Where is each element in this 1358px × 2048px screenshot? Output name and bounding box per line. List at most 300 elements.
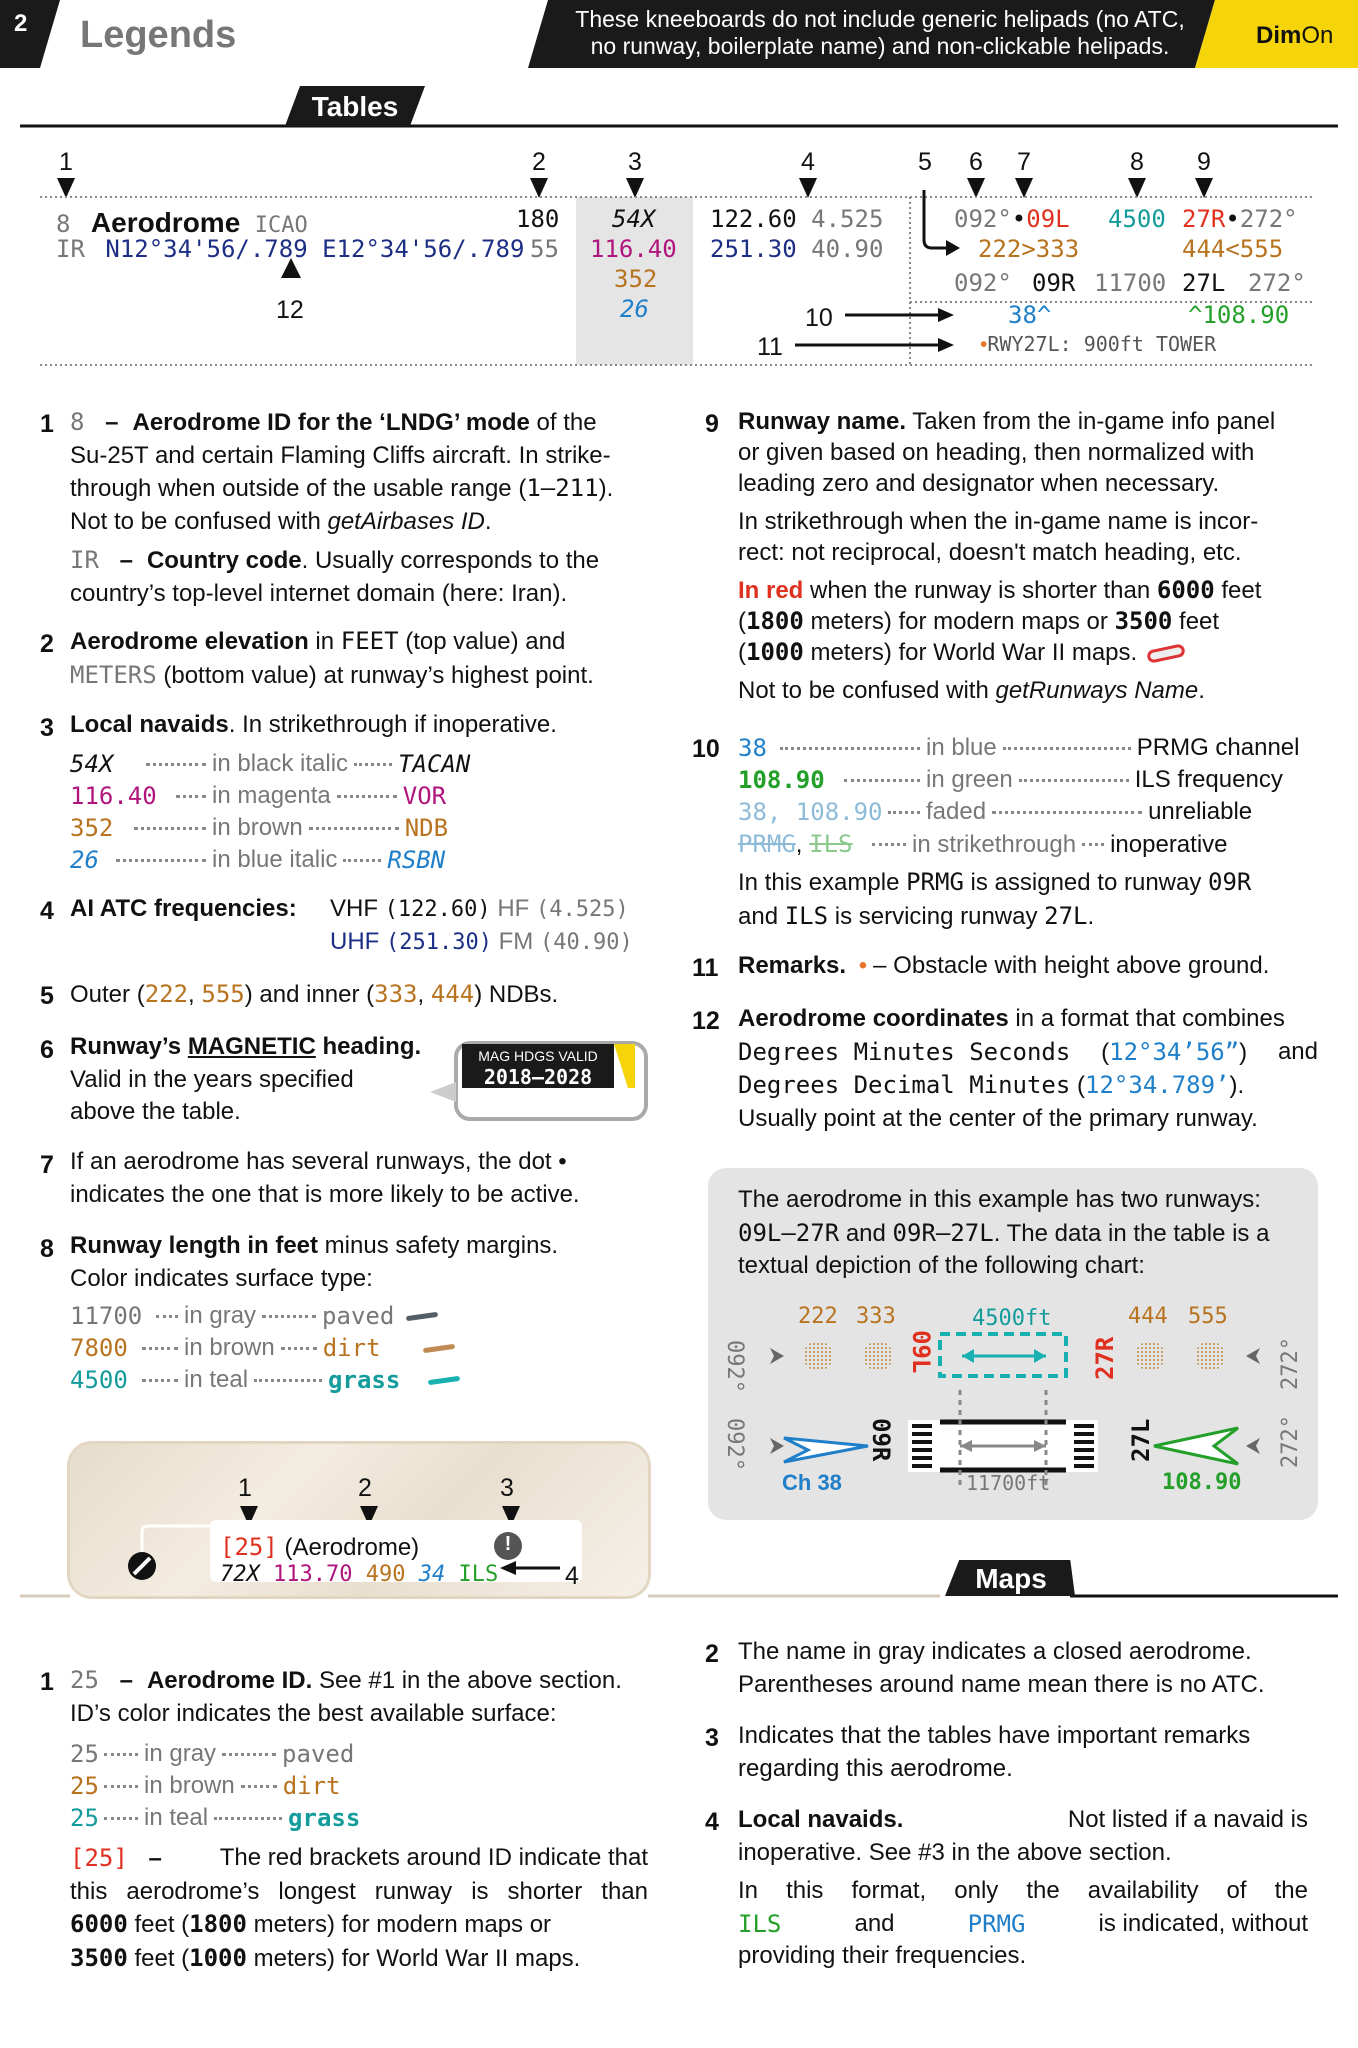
mag-hdgs-years: 2018–2028 [483, 1065, 593, 1089]
list-item [70, 812, 500, 844]
item-number: 10 [692, 735, 720, 763]
description: in blue [926, 734, 997, 761]
text: of the [536, 409, 597, 436]
band: FM [498, 928, 534, 955]
item-heading: Runway length in feet [70, 1232, 319, 1259]
indicator-legend-list [738, 732, 1318, 861]
ndb-inner: 444 [430, 980, 475, 1008]
list-item [70, 780, 500, 812]
meaning: unreliable [1148, 798, 1253, 825]
chart-prmg-channel: Ch 38 [782, 1470, 842, 1495]
latitude: N12°34'56/.789 [105, 235, 308, 263]
navaid-rsbn: 26 [620, 295, 649, 323]
legend-item-6 [70, 1031, 450, 1129]
freq-vhf: 122.60 [710, 205, 797, 233]
item-heading: Local navaids [70, 711, 229, 738]
value: 6000 [1156, 576, 1215, 604]
text: Color indicates surface type: [70, 1264, 373, 1292]
description: in teal [184, 1366, 249, 1393]
item-number: 8 [40, 1235, 54, 1263]
chart-heading-092-a: 092° [722, 1340, 747, 1393]
notice-line-1: These kneeboards do not include generic helipads (no ATC, [575, 6, 1185, 32]
code-sample: 25 [70, 1772, 99, 1800]
surface-type: dirt [282, 1772, 341, 1800]
legend-item-11 [738, 950, 1269, 982]
item-number: 5 [40, 982, 54, 1010]
text: regarding this aerodrome. [738, 1754, 1013, 1782]
rwy2-recip-name: 27L [1182, 269, 1226, 297]
text: meters) for modern maps or [803, 608, 1115, 635]
text: See #1 in the above section. [312, 1667, 622, 1694]
description: in teal [144, 1804, 209, 1831]
code-sample: ILS [738, 1909, 782, 1938]
meaning: PRMG channel [1136, 734, 1300, 761]
rwy2-length: 11700 [1094, 269, 1167, 297]
text: indicates the one that is more likely to be active. [70, 1180, 580, 1208]
diagram-label-3: 3 [628, 148, 642, 176]
rwy2-recip-heading: 272° [1248, 269, 1306, 297]
text: ). [598, 475, 614, 502]
text: inoperative. See #3 in the above section. [738, 1838, 1172, 1866]
elevation-meters: 55 [530, 235, 559, 263]
legend-item-1 [70, 406, 650, 610]
text: and [839, 1219, 893, 1247]
maps-item-1 [70, 1664, 650, 1730]
ndb-symbol [803, 1341, 833, 1371]
description: in strikethrough [912, 830, 1077, 858]
ndb-symbol [1195, 1341, 1225, 1371]
map-label-2: 2 [358, 1474, 372, 1502]
rwy1-recip-heading: 272° [1239, 205, 1298, 233]
description: in brown [184, 1334, 275, 1361]
remark-text: RWY27L: 900ft TOWER [987, 332, 1217, 356]
diagram-label-11: 11 [757, 333, 783, 361]
format-name: Degrees Decimal Minutes [738, 1071, 1071, 1099]
map-ils: ILS [458, 1562, 499, 1587]
surface-type: paved [282, 1740, 355, 1768]
item-number: 2 [705, 1640, 719, 1668]
value: 1000 [189, 1943, 247, 1972]
eraser-icon [1146, 643, 1186, 664]
chart-ils-freq: 108.90 [1162, 1470, 1242, 1495]
map-rsbn: 34 [418, 1562, 446, 1587]
legend-item-3 [70, 709, 650, 742]
diagram-label-12: 12 [276, 296, 304, 324]
text: leading zero and designator when necessary. [738, 470, 1220, 497]
text: In strikethrough when the in-game name is incor- [738, 508, 1259, 535]
description: in brown [144, 1772, 235, 1799]
remark-dot: • [858, 952, 868, 979]
code: 27L [1044, 901, 1088, 930]
page-title: Legends [80, 14, 237, 56]
text: . [1198, 677, 1205, 704]
freq-uhf: 251.30 [710, 235, 797, 263]
text: feet ( [127, 1944, 190, 1972]
code-sample: PRMG [967, 1909, 1026, 1938]
item-number: 1 [40, 1668, 54, 1696]
list-item [738, 796, 1318, 828]
text: Taken from the in-game info panel [906, 408, 1276, 435]
text: . [1087, 902, 1095, 930]
header-notice [560, 6, 1200, 60]
item-number: 12 [692, 1007, 720, 1035]
text: Usually point at the center of the primary runway. [738, 1104, 1258, 1132]
chart-ndb-444: 444 [1128, 1304, 1168, 1329]
list-item [70, 844, 500, 876]
item-number: 2 [40, 630, 54, 658]
diagram-label-6: 6 [969, 148, 983, 176]
text: ( [738, 608, 746, 635]
meaning: ILS frequency [1134, 766, 1283, 793]
ndb-symbol [863, 1341, 893, 1371]
text: or given based on heading, then normalized with [738, 439, 1255, 466]
value: 12°34.789’ [1085, 1071, 1230, 1099]
map-ndb: 490 [365, 1562, 406, 1587]
value: (4.525) [535, 897, 629, 922]
value: 6000 [70, 1910, 128, 1938]
code-sample: 4500 [70, 1366, 128, 1394]
code: ILS [784, 901, 829, 930]
code-sample: 11700 [70, 1302, 143, 1330]
rwy1-name: 09L [1026, 205, 1070, 233]
type-name: TACAN [398, 750, 471, 778]
item-heading: Country code [146, 547, 302, 574]
rwy2-ils: ^108.90 [1188, 301, 1290, 329]
remark [980, 331, 1216, 359]
text: textual depiction of the following chart: [738, 1252, 1145, 1279]
list-item [70, 748, 500, 780]
code-sample: PRMG [738, 830, 796, 858]
text: . Usually corresponds to the [301, 547, 600, 574]
text: ) NDBs. [474, 981, 559, 1008]
item-heading: Runway’s [70, 1033, 188, 1060]
map-label-1: 1 [238, 1474, 252, 1502]
description: in black italic [212, 750, 349, 777]
code-sample: 7800 [70, 1334, 128, 1362]
notice-line-2: no runway, boilerplate name) and non-clickable helipads. [590, 33, 1170, 59]
code-sample: 25 [70, 1804, 99, 1832]
chart-ndb-333: 333 [856, 1304, 896, 1329]
map-surface-legend-list [70, 1738, 360, 1834]
diagram-label-1: 1 [59, 148, 73, 176]
navaid-vor: 116.40 [590, 235, 677, 263]
red-label: In red [738, 577, 804, 604]
brand-dim: Dim [1256, 22, 1302, 49]
map-tacan: 72X [220, 1562, 260, 1587]
text: If an aerodrome has several runways, the dot • [70, 1148, 567, 1175]
item-heading: Local navaids. [738, 1806, 904, 1833]
ndb-outer: 222 [144, 980, 189, 1008]
code-sample: 352 [70, 814, 114, 842]
surface-type: grass [328, 1366, 401, 1394]
text: is assigned to runway [963, 869, 1209, 896]
dash: – [119, 547, 133, 574]
item-heading: Remarks. [738, 952, 847, 979]
navaid-legend-list [70, 748, 500, 876]
chart-length-b: 11700ft [966, 1471, 1051, 1495]
text: meters) for World War II maps. [803, 639, 1138, 666]
text: rect: not reciprocal, doesn't match heading, etc. [738, 539, 1242, 566]
code-sample: 38, 108.90 [738, 798, 883, 826]
unit: METERS [70, 660, 157, 689]
range: 1–211 [526, 474, 599, 502]
text: , [188, 981, 202, 1008]
text: Su-25T and certain Flaming Cliffs aircraft. In strike- [70, 441, 611, 469]
text: Indicates that the tables have important remarks [738, 1722, 1251, 1749]
dash: – [119, 1667, 133, 1694]
item-number: 6 [40, 1036, 54, 1064]
value: 1800 [189, 1910, 247, 1938]
diagram-label-2: 2 [532, 148, 546, 176]
dash: – [105, 409, 119, 436]
text: feet ( [127, 1911, 190, 1938]
code-sample: 38 [738, 734, 767, 762]
list-item [738, 828, 1318, 861]
description: in brown [212, 814, 303, 841]
text: when the runway is shorter than [803, 577, 1157, 604]
maps-item-2 [738, 1636, 1338, 1701]
rwy2-heading: 092° [954, 269, 1012, 297]
text: ID’s color indicates the best available surface: [70, 1699, 557, 1727]
diagram-label-8: 8 [1130, 148, 1144, 176]
chart-rwy-27r: 27R [1091, 1336, 1119, 1380]
text: and [738, 902, 785, 930]
value: 12°34’56” [1109, 1037, 1240, 1066]
rwy2-prmg: 38^ [1008, 301, 1052, 329]
code-sample: 25 [70, 1740, 99, 1768]
text: meters) for World War II maps. [246, 1944, 581, 1972]
ndb-inner: 333 [374, 980, 418, 1008]
diagram-label-9: 9 [1197, 148, 1211, 176]
type-name: VOR [402, 782, 447, 810]
surface-type: paved [322, 1302, 395, 1330]
text: . In strikethrough if inoperative. [228, 711, 557, 738]
text: providing their frequencies. [738, 1942, 1027, 1969]
code: 09R [1208, 868, 1252, 896]
aerodrome-id: 8 [56, 210, 71, 238]
code-sample: 116.40 [70, 782, 157, 810]
maps-item-1b [70, 1842, 648, 1975]
chart-rwy-09r: 09R [867, 1418, 895, 1462]
rwy1-dot: • [1011, 205, 1027, 233]
chart-heading-092-b: 092° [722, 1418, 747, 1471]
map-label-3: 3 [500, 1474, 514, 1502]
code-sample: 108.90 [738, 766, 825, 794]
code-sample: ILS [809, 830, 853, 858]
diagram-label-5: 5 [918, 148, 932, 176]
list-item [70, 1332, 460, 1364]
dash: – [148, 1845, 162, 1872]
chart-ndb-555: 555 [1188, 1304, 1228, 1329]
code-sample: 8 [70, 408, 85, 436]
text: Valid in the years specified [70, 1065, 354, 1093]
map-vor: 113.70 [273, 1562, 353, 1587]
brand-logo [1256, 20, 1333, 52]
text: Outer ( [70, 981, 145, 1008]
surface-type: dirt [322, 1334, 381, 1362]
maps-item-4 [738, 1804, 1308, 1973]
legend-item-5 [70, 978, 558, 1011]
value: (251.30) [386, 930, 492, 955]
code-sample: [25] [70, 1844, 128, 1872]
list-item [738, 732, 1318, 764]
legend-item-2 [70, 625, 650, 692]
aerodrome-icao: ICAO [254, 213, 308, 238]
legend-item-8 [70, 1230, 670, 1295]
text: in a format that combines [1008, 1005, 1285, 1032]
item-number: 9 [705, 410, 719, 438]
list-item [70, 1300, 460, 1332]
text: is servicing runway [828, 902, 1045, 930]
elevation-feet: 180 [516, 205, 560, 233]
text: – Obstacle with height above ground. [873, 952, 1270, 979]
atc-freq-legend [330, 893, 633, 959]
text: and [1277, 1037, 1318, 1065]
item-number: 4 [40, 897, 54, 925]
text: (bottom value) at runway’s highest point. [156, 661, 594, 689]
remark-dot: • [980, 333, 988, 356]
chart-rwy-27l: 27L [1127, 1418, 1155, 1462]
rwy1-recip-name: 27R [1182, 205, 1226, 233]
item-heading: Aerodrome elevation [70, 628, 309, 655]
meaning: inoperative [1110, 830, 1228, 858]
item-number: 4 [705, 1808, 719, 1836]
ndb-outer: 555 [201, 980, 245, 1008]
value: 3500 [1114, 607, 1173, 635]
description: in blue italic [212, 846, 338, 873]
chart-heading-272-b: 272° [1278, 1415, 1303, 1468]
band: VHF [330, 895, 378, 922]
item-heading: Aerodrome coordinates [738, 1005, 1009, 1032]
diagram-label-4: 4 [801, 148, 815, 176]
text: Not to be confused with [738, 677, 996, 704]
navaid-tacan: 54X [612, 205, 656, 233]
list-item [70, 1802, 360, 1834]
diagram-label-10: 10 [805, 304, 833, 332]
text: . The data in the table is a [993, 1219, 1270, 1247]
text: in [308, 628, 341, 655]
warning-icon: ! [504, 1533, 512, 1555]
chart-ndb-222: 222 [798, 1304, 838, 1329]
value: (122.60) [384, 897, 491, 922]
code: 09L–27R [738, 1218, 840, 1247]
band: UHF [330, 928, 380, 955]
paved-swatch [406, 1311, 438, 1320]
diagram-label-7: 7 [1017, 148, 1031, 176]
chart-rwy-09l: 09L [907, 1330, 935, 1374]
surface-type: grass [288, 1804, 361, 1832]
item-heading: heading. [315, 1033, 422, 1060]
legend-item-9 [738, 406, 1338, 706]
maps-item-3 [738, 1720, 1338, 1785]
list-item [70, 1770, 360, 1802]
text: The name in gray indicates a closed aerodrome. [738, 1638, 1252, 1665]
legend-item-4 [70, 893, 297, 925]
band: HF [497, 895, 530, 922]
text: above the table. [70, 1098, 241, 1125]
type-name: NDB [404, 814, 449, 842]
type-name: RSBN [387, 846, 446, 874]
text: (top value) and [398, 628, 566, 655]
page-number: 2 [14, 10, 28, 37]
item-heading: Aerodrome ID. [146, 1667, 313, 1694]
aerodrome-name: Aerodrome [90, 207, 241, 238]
value: 3500 [70, 1943, 128, 1972]
item-heading: AI ATC frequencies: [70, 895, 297, 922]
unit: FEET [340, 627, 399, 655]
rwy1-ndbs-east: 444<555 [1182, 235, 1284, 263]
text: and [854, 1909, 895, 1937]
item-heading: Aerodrome ID for the ‘LNDG’ mode [132, 409, 530, 436]
code-sample: 25 [70, 1666, 99, 1694]
legend-item-7 [70, 1146, 670, 1211]
code-sample: 26 [70, 846, 99, 874]
item-number: 7 [40, 1151, 54, 1179]
text: ) and inner ( [244, 981, 375, 1008]
list-item [70, 1738, 360, 1770]
code: 09R–27L [892, 1218, 994, 1247]
item-number: 3 [40, 714, 54, 742]
text: through when outside of the usable range ( [70, 475, 527, 502]
text: In this example [738, 869, 907, 896]
maps-section-title: Maps [975, 1563, 1047, 1594]
header [0, 0, 1358, 70]
code: PRMG [906, 868, 964, 896]
separator: , [795, 831, 810, 858]
mag-hdgs-title: MAG HDGS VALID [478, 1048, 598, 1064]
rwy1-heading: 092° [954, 205, 1012, 233]
item-number: 3 [705, 1724, 719, 1752]
grass-swatch [428, 1375, 460, 1384]
freq-fm: 40.90 [811, 235, 884, 263]
tables-section-title: Tables [311, 91, 399, 122]
map-label-4: 4 [565, 1562, 579, 1590]
text: meters) for modern maps or [246, 1911, 552, 1938]
api-name: getRunways Name [995, 677, 1199, 704]
rwy1-length: 4500 [1108, 205, 1166, 233]
tables-section-bar [0, 84, 1358, 134]
map-aerodrome-name: (Aerodrome) [284, 1534, 420, 1561]
list-item [738, 764, 1318, 796]
text: country’s top-level internet domain (here: Iran). [70, 579, 568, 607]
surface-legend-list [70, 1300, 460, 1396]
value: 1800 [746, 607, 804, 635]
runway-chart-caption [738, 1184, 1308, 1283]
text: feet [1214, 577, 1262, 604]
item-heading: MAGNETIC [187, 1033, 316, 1060]
text: Not to be confused with [70, 507, 328, 535]
dirt-swatch [422, 1343, 454, 1352]
text: The red brackets around ID indicate that [219, 1844, 648, 1871]
text: . [484, 507, 492, 535]
ndb-symbol [1135, 1341, 1165, 1371]
value: (40.90) [539, 930, 633, 955]
api-name: getAirbases ID [327, 507, 485, 535]
text: is indicated, without [1098, 1909, 1308, 1937]
description: in green [926, 766, 1013, 793]
rwy2-name: 09R [1032, 269, 1076, 297]
navaid-ndb: 352 [614, 265, 658, 293]
text: , [417, 981, 431, 1008]
text: In this format, only the availability of the [738, 1877, 1308, 1904]
description: in magenta [212, 782, 331, 809]
item-number: 11 [692, 954, 719, 982]
item-number: 1 [40, 410, 54, 438]
format-name: Degrees Minutes Seconds [738, 1037, 1071, 1066]
item-heading: Runway name. [738, 408, 907, 435]
description: faded [926, 798, 987, 825]
longitude: E12°34'56/.789 [322, 235, 525, 263]
